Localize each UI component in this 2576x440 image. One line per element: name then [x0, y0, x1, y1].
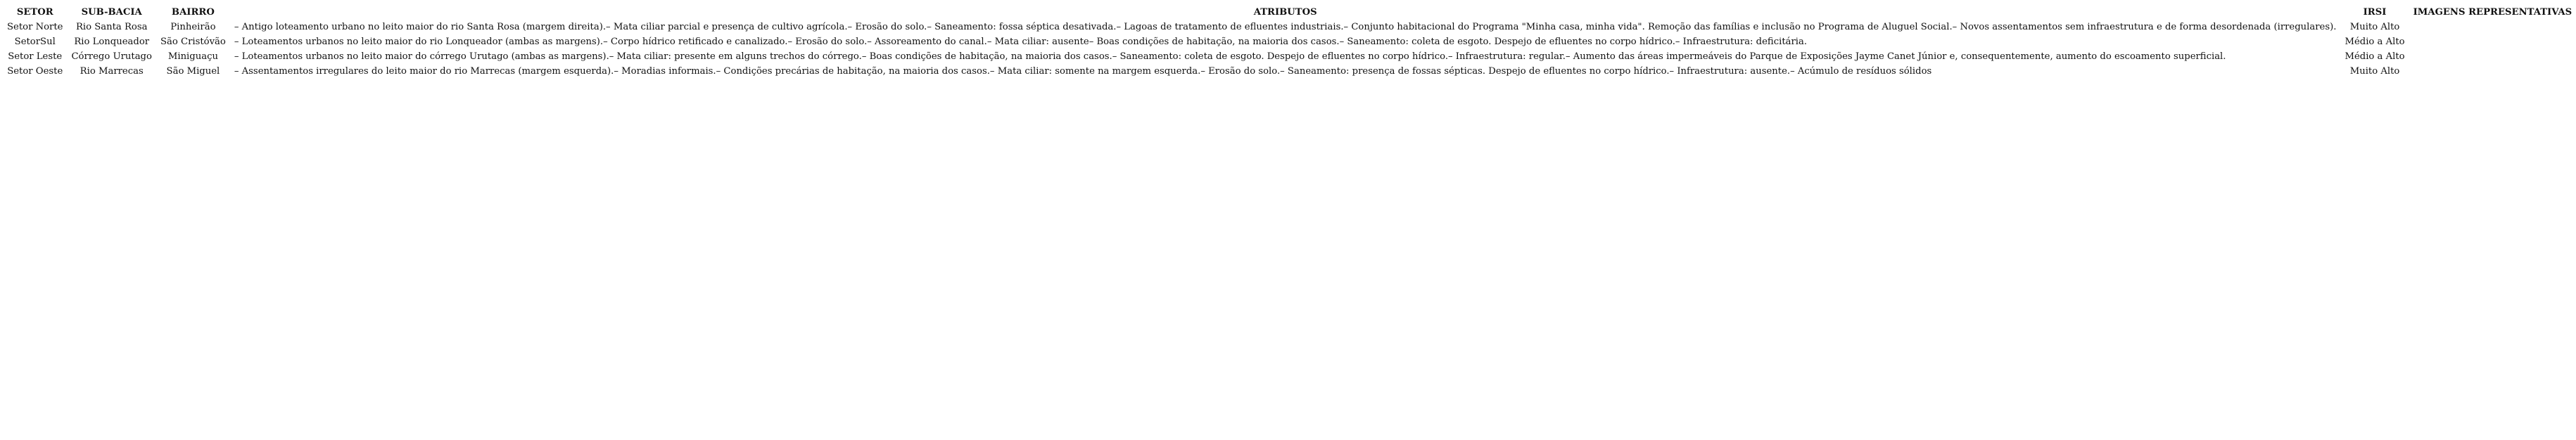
- cell-setor: Setor Oeste: [7, 66, 63, 77]
- cell-setor: Setor Leste: [8, 51, 63, 62]
- cell-setor: Setor Norte: [7, 22, 63, 32]
- cell-atributos: – Loteamentos urbanos no leito maior do córrego Urutago (ambas as margens).– Mata ciliar: presente em alguns trechos do córrego.– Boas condições de habitação, na maioria dos casos.– Saneamento: coleta de esgoto. Despejo de efluentes no corpo hídrico.– Infraestrutura: regular.– Aumento das áreas impermeáveis do Parque de Exposições Jayme Canet Júnior e, consequentemente, aumento do escoamento superficial.: [234, 51, 2226, 62]
- cell-irsi: Médio a Alto: [2345, 51, 2405, 62]
- cell-sub-bacia: Rio Santa Rosa: [75, 22, 148, 32]
- cell-setor: SetorSul: [14, 37, 56, 47]
- header-bairro: BAIRRO: [171, 7, 215, 18]
- cell-bairro: São Cristóvão: [160, 37, 226, 47]
- table-row: [3, 64, 2576, 79]
- table-row: [3, 49, 2576, 64]
- cell-bairro: Miniguaçu: [167, 51, 218, 62]
- cell-imagens: [2409, 20, 2576, 34]
- table-body: [3, 20, 2576, 79]
- header-sub-bacia: SUB-BACIA: [81, 7, 142, 18]
- cell-sub-bacia: Córrego Urutago: [71, 51, 152, 62]
- cell-atributos: – Antigo loteamento urbano no leito maior do rio Santa Rosa (margem direita).– Mata ciliar parcial e presença de cultivo agrícola.– Erosão do solo.– Saneamento: fossa séptica desativada.– Lagoas de tratamento de efluentes industriais.– Conjunto habitacional do Programa "Minha casa, minha vida". Remoção das famílias e inclusão no Programa de Aluguel Social.– Novos assentamentos sem infraestrutura e de forma desordenada (irregulares).: [234, 22, 2337, 32]
- cell-atributos: – Loteamentos urbanos no leito maior do rio Lonqueador (ambas as margens).– Corpo hídrico retificado e canalizado.– Erosão do solo.– Assoreamento do canal.– Mata ciliar: ausente– Boas condições de habitação, na maioria dos casos.– Saneamento: coleta de esgoto. Despejo de efluentes no corpo hídrico.– Infraestrutura: deficitária.: [234, 37, 1808, 47]
- cell-imagens: [2409, 64, 2576, 79]
- table-header: [3, 5, 2576, 20]
- cell-atributos: – Assentamentos irregulares do leito maior do rio Marrecas (margem esquerda).– Moradias informais.– Condições precárias de habitação, na maioria dos casos.– Mata ciliar: somente na margem esquerda.– Erosão do solo.– Saneamento: presença de fossas sépticas. Despejo de efluentes no corpo hídrico.– Infraestrutura: ausente.– Acúmulo de resíduos sólidos: [234, 66, 1932, 77]
- cell-imagens: [2409, 34, 2576, 49]
- cell-irsi: Muito Alto: [2349, 66, 2400, 77]
- header-row: [3, 5, 2576, 20]
- cell-irsi: Médio a Alto: [2345, 37, 2405, 47]
- cell-sub-bacia: Rio Marrecas: [80, 66, 144, 77]
- header-imagens-representativas: IMAGENS REPRESENTATIVAS: [2413, 7, 2572, 18]
- cell-imagens: [2409, 49, 2576, 64]
- table-row: [3, 20, 2576, 34]
- attributes-table: [3, 5, 2576, 79]
- cell-sub-bacia: Rio Lonqueador: [74, 37, 150, 47]
- table-row: [3, 34, 2576, 49]
- header-irsi: IRSI: [2363, 7, 2387, 18]
- header-setor: SETOR: [16, 7, 53, 18]
- cell-bairro: Pinheirão: [170, 22, 216, 32]
- cell-irsi: Muito Alto: [2349, 22, 2400, 32]
- cell-bairro: São Miguel: [166, 66, 220, 77]
- header-atributos: ATRIBUTOS: [1253, 7, 1317, 18]
